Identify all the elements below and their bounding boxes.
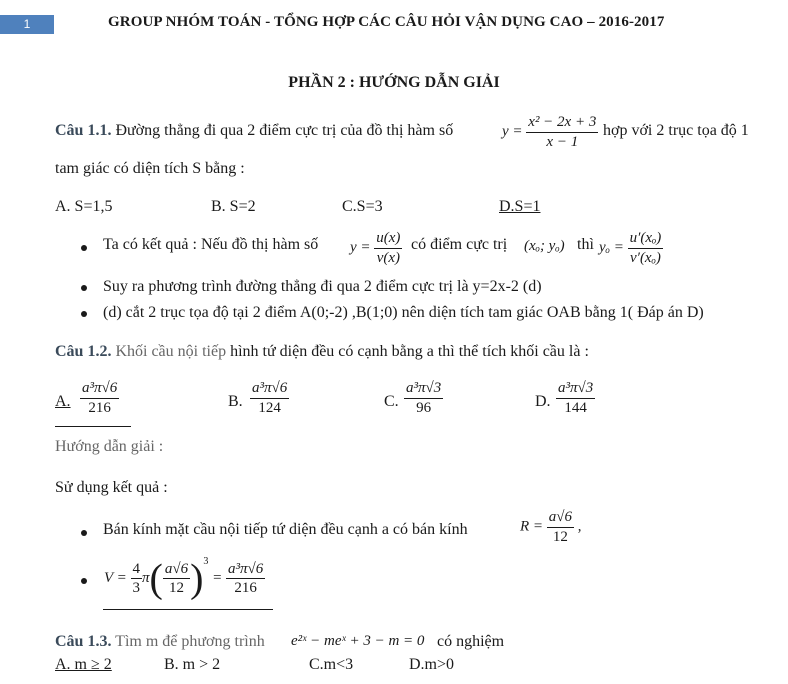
q12-use: Sử dụng kết quả : — [55, 479, 168, 496]
q12-choice-a-letter: A. — [55, 393, 71, 410]
page-number: 1 — [0, 15, 54, 34]
q11-b1-result-numerator: u′(xₒ) — [628, 230, 664, 249]
q12-b-num: a³π√6 — [250, 380, 289, 399]
q11-func-fraction — [526, 114, 598, 150]
q12-volume-formula — [104, 556, 265, 599]
q11-line2: tam giác có diện tích S bằng : — [55, 160, 245, 177]
q12-a-num: a³π√6 — [80, 380, 119, 399]
q12-choice-b-value — [250, 380, 289, 416]
q13-choice-a: A. m ≥ 2 — [55, 656, 112, 673]
q12-c-num: a³π√3 — [404, 380, 443, 399]
right-paren: ) — [190, 555, 204, 601]
q12-choice-c-value — [404, 380, 443, 416]
q11-b1-mid: có điểm cực trị — [411, 236, 508, 253]
q13-label: Câu 1.3. — [55, 633, 112, 650]
q12-label: Câu 1.2. — [55, 343, 112, 360]
q12-d-den: 144 — [564, 399, 587, 416]
q12-volume-inner-den: 12 — [168, 580, 184, 597]
q12-volume-eq: = — [212, 570, 223, 586]
q12-radius-formula — [520, 509, 582, 545]
q11-label: Câu 1.1. — [55, 122, 112, 139]
q11-bullet3: (d) cắt 2 trục tọa độ tại 2 điểm A(0;-2) ,B(1;0) nên diện tích tam giác OAB bằng 1( Đáp án D) — [103, 304, 704, 321]
q11-function — [502, 114, 598, 150]
q11-b1-y0: yₒ = — [599, 239, 624, 256]
q11-b1-result-fraction — [628, 230, 664, 266]
q12-volume-inner — [163, 561, 190, 597]
q12-volume-pi: π — [142, 570, 150, 586]
q11-b1-numerator: u(x) — [374, 230, 402, 249]
q13-text-after: có nghiệm — [437, 633, 505, 650]
q11-text-after: hợp với 2 trục tọa độ 1 — [603, 122, 749, 139]
q11-choice-a: A. S=1,5 — [55, 198, 113, 215]
q12-choice-d-value — [556, 380, 595, 416]
q12-b-den: 124 — [258, 399, 281, 416]
q12-question — [55, 343, 589, 361]
q11-b1-then: thì — [577, 236, 594, 253]
q13-text-gray: Tìm m để phương trình — [115, 633, 265, 650]
q11-line1 — [55, 122, 453, 140]
bullet-dot — [81, 578, 87, 584]
left-paren: ( — [149, 555, 163, 601]
q12-a-den: 216 — [88, 399, 111, 416]
q12-choice-d-letter: D. — [535, 393, 551, 410]
q12-volume-lhs: V = — [104, 570, 127, 586]
q12-d-num: a³π√3 — [556, 380, 595, 399]
q12-volume-result — [226, 561, 265, 597]
q11-b1-denominator: v(x) — [376, 249, 401, 266]
choice-underline — [55, 426, 131, 427]
q11-choice-d: D.S=1 — [499, 198, 541, 215]
q11-b1-result — [599, 230, 663, 266]
q12-radius-fraction — [547, 509, 574, 545]
q11-func-denominator: x − 1 — [546, 133, 579, 150]
q12-text-gray: Khối cầu nội tiếp — [115, 343, 227, 360]
q11-bullet1-formula — [350, 230, 402, 266]
q11-b1-result-denominator: v′(xₒ) — [630, 249, 661, 266]
q12-choice-c-letter: C. — [384, 393, 399, 410]
q12-choice-a-value — [80, 380, 119, 416]
q13-choice-b: B. m > 2 — [164, 656, 221, 673]
q11-bullet1-text: Ta có kết quả : Nếu đồ thị hàm số — [103, 236, 319, 253]
bullet-dot — [81, 245, 87, 251]
bullet-dot — [81, 530, 87, 536]
q12-volume-exponent: 3 — [203, 556, 209, 567]
q12-volume-result-den: 216 — [234, 580, 257, 597]
q11-func-lhs: y = — [502, 123, 523, 140]
q11-choice-b: B. S=2 — [211, 198, 256, 215]
q13-choice-c: C.m<3 — [309, 656, 354, 673]
q13-equation: e²ˣ − meˣ + 3 − m = 0 — [291, 633, 425, 649]
q12-radius-numerator: a√6 — [547, 509, 574, 528]
q12-volume-coef-num: 4 — [131, 561, 143, 580]
q12-guide: Hướng dẫn giải : — [55, 438, 164, 455]
q11-b1-fraction — [374, 230, 402, 266]
q12-radius-denominator: 12 — [552, 528, 568, 545]
q12-volume-result-num: a³π√6 — [226, 561, 265, 580]
q11-b1-point: (xₒ; yₒ) — [524, 238, 565, 254]
q12-volume-coef — [131, 561, 143, 597]
q12-volume-inner-num: a√6 — [163, 561, 190, 580]
section-title: PHẦN 2 : HƯỚNG DẪN GIẢI — [288, 74, 500, 91]
q12-volume-coef-den: 3 — [132, 580, 141, 597]
q13-choice-d: D.m>0 — [409, 656, 455, 673]
q11-func-numerator: x² − 2x + 3 — [526, 114, 598, 133]
bullet-dot — [81, 311, 87, 317]
bullet-dot — [81, 285, 87, 291]
q12-text-rest: hình tứ diện đều có cạnh bằng a thì thể tích khối cầu là : — [230, 343, 589, 360]
q12-c-den: 96 — [416, 399, 432, 416]
q11-bullet2: Suy ra phương trình đường thẳng đi qua 2 điểm cực trị là y=2x-2 (d) — [103, 278, 542, 295]
document-header: GROUP NHÓM TOÁN - TỔNG HỢP CÁC CÂU HỎI VẬN DỤNG CAO – 2016-2017 — [108, 14, 665, 30]
q12-radius-tail: , — [577, 518, 582, 535]
q12-choice-b-letter: B. — [228, 393, 243, 410]
q11-b1-lhs: y = — [350, 239, 371, 256]
formula-underline — [103, 609, 273, 610]
q12-radius-lhs: R = — [520, 518, 544, 535]
q12-bullet1: Bán kính mặt cầu nội tiếp tứ diện đều cạnh a có bán kính — [103, 521, 468, 538]
q11-text-before: Đường thẳng đi qua 2 điểm cực trị của đồ thị hàm số — [115, 122, 454, 139]
q11-choice-c: C.S=3 — [342, 198, 383, 215]
q13-question — [55, 633, 265, 651]
